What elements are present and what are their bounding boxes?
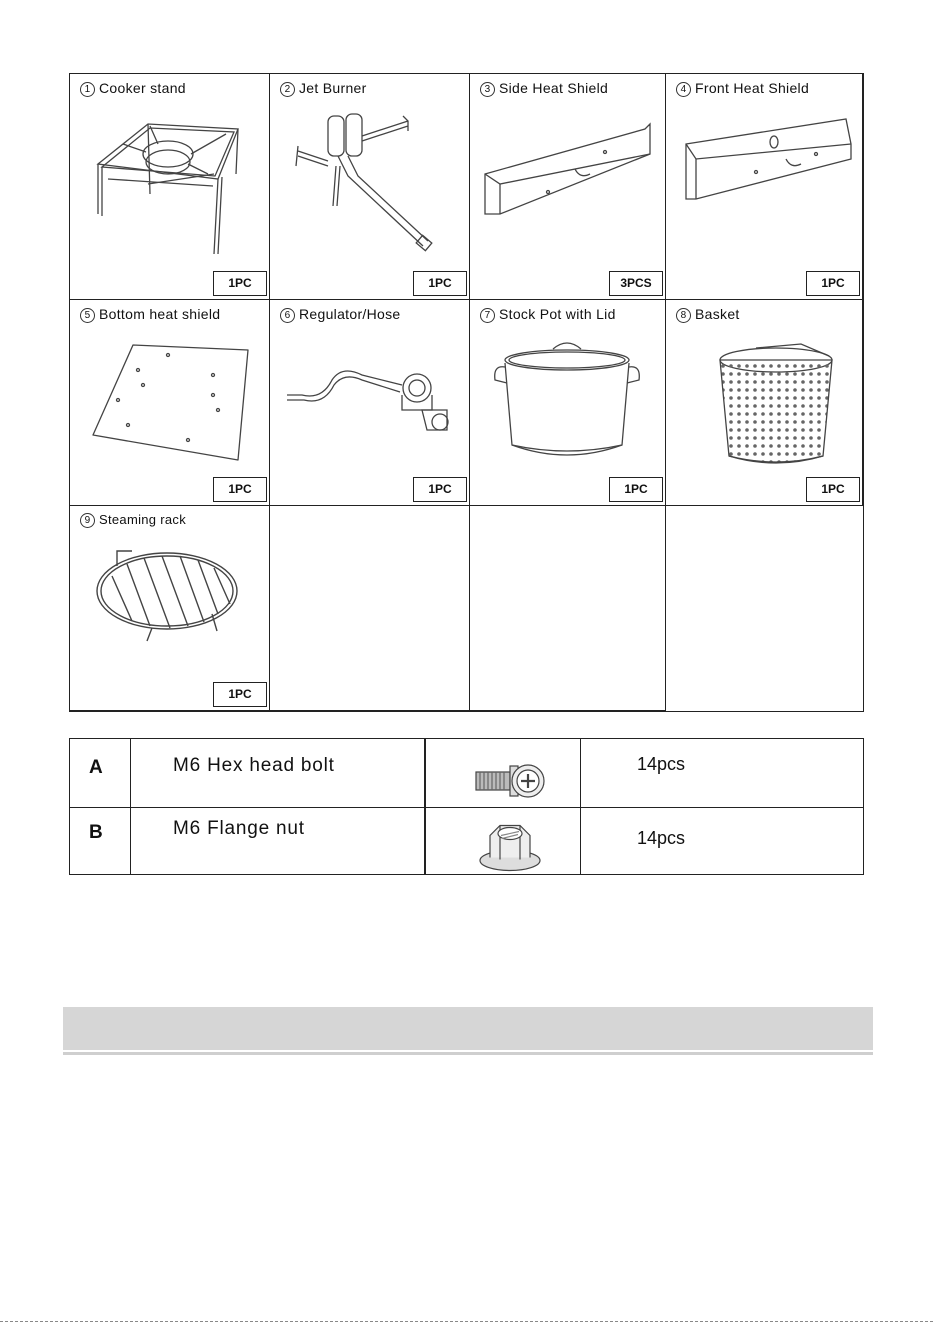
quantity-badge: 1PC xyxy=(806,477,860,502)
part-cell-basket xyxy=(666,300,863,506)
quantity-badge: 1PC xyxy=(413,477,467,502)
part-cell-bottom-heat-shield xyxy=(70,300,270,506)
section-header-bar xyxy=(63,1007,873,1050)
quantity-badge: 1PC xyxy=(213,682,267,707)
front-heat-shield-icon xyxy=(676,114,856,214)
hardware-table xyxy=(69,738,864,875)
part-number: 5 xyxy=(80,308,95,323)
part-name: Front Heat Shield xyxy=(695,80,810,96)
part-cell-side-heat-shield xyxy=(470,74,666,300)
flange-nut-icon xyxy=(475,812,545,879)
part-number: 1 xyxy=(80,82,95,97)
part-name: Bottom heat shield xyxy=(99,306,221,322)
part-name: Side Heat Shield xyxy=(499,80,609,96)
quantity-badge: 3PCS xyxy=(609,271,663,296)
part-number: 6 xyxy=(280,308,295,323)
parts-list-grid xyxy=(69,73,864,712)
quantity-badge: 1PC xyxy=(609,477,663,502)
part-number: 3 xyxy=(480,82,495,97)
steaming-rack-icon xyxy=(92,546,252,646)
bottom-heat-shield-icon xyxy=(88,335,258,465)
jet-burner-icon xyxy=(288,106,458,266)
part-cell-stock-pot xyxy=(470,300,666,506)
page-bottom-rule xyxy=(0,1321,933,1322)
part-cell-regulator-hose xyxy=(270,300,470,506)
hardware-letter: B xyxy=(89,822,103,843)
basket-icon xyxy=(711,338,851,478)
stock-pot-icon xyxy=(485,335,655,475)
empty-cell xyxy=(270,506,470,711)
quantity-badge: 1PC xyxy=(213,271,267,296)
part-cell-steaming-rack xyxy=(70,506,270,711)
part-name: Steaming rack xyxy=(99,512,186,527)
hardware-letter: A xyxy=(89,757,103,778)
regulator-hose-icon xyxy=(282,340,462,460)
part-cell-front-heat-shield xyxy=(666,74,863,300)
section-divider xyxy=(63,1052,873,1055)
part-name: Cooker stand xyxy=(99,80,186,96)
part-name: Basket xyxy=(695,306,740,322)
empty-cell xyxy=(666,506,863,711)
hardware-quantity: 14pcs xyxy=(637,828,686,848)
quantity-badge: 1PC xyxy=(213,477,267,502)
empty-cell xyxy=(470,506,666,711)
side-heat-shield-icon xyxy=(480,114,660,224)
part-number: 9 xyxy=(80,513,95,528)
hardware-quantity: 14pcs xyxy=(637,754,686,774)
cooker-stand-icon xyxy=(88,104,258,274)
part-name: Jet Burner xyxy=(299,80,367,96)
part-cell-cooker-stand xyxy=(70,74,270,300)
part-name: Stock Pot with Lid xyxy=(499,306,616,322)
hardware-row-b xyxy=(70,807,863,875)
part-cell-jet-burner xyxy=(270,74,470,300)
hardware-row-a xyxy=(70,739,863,807)
quantity-badge: 1PC xyxy=(806,271,860,296)
quantity-badge: 1PC xyxy=(413,271,467,296)
part-name: Regulator/Hose xyxy=(299,306,401,322)
part-number: 2 xyxy=(280,82,295,97)
part-number: 4 xyxy=(676,82,691,97)
hex-bolt-icon xyxy=(470,747,550,815)
hardware-name: M6 Hex head bolt xyxy=(173,755,335,776)
part-number: 8 xyxy=(676,308,691,323)
hardware-name: M6 Flange nut xyxy=(173,818,305,839)
part-number: 7 xyxy=(480,308,495,323)
